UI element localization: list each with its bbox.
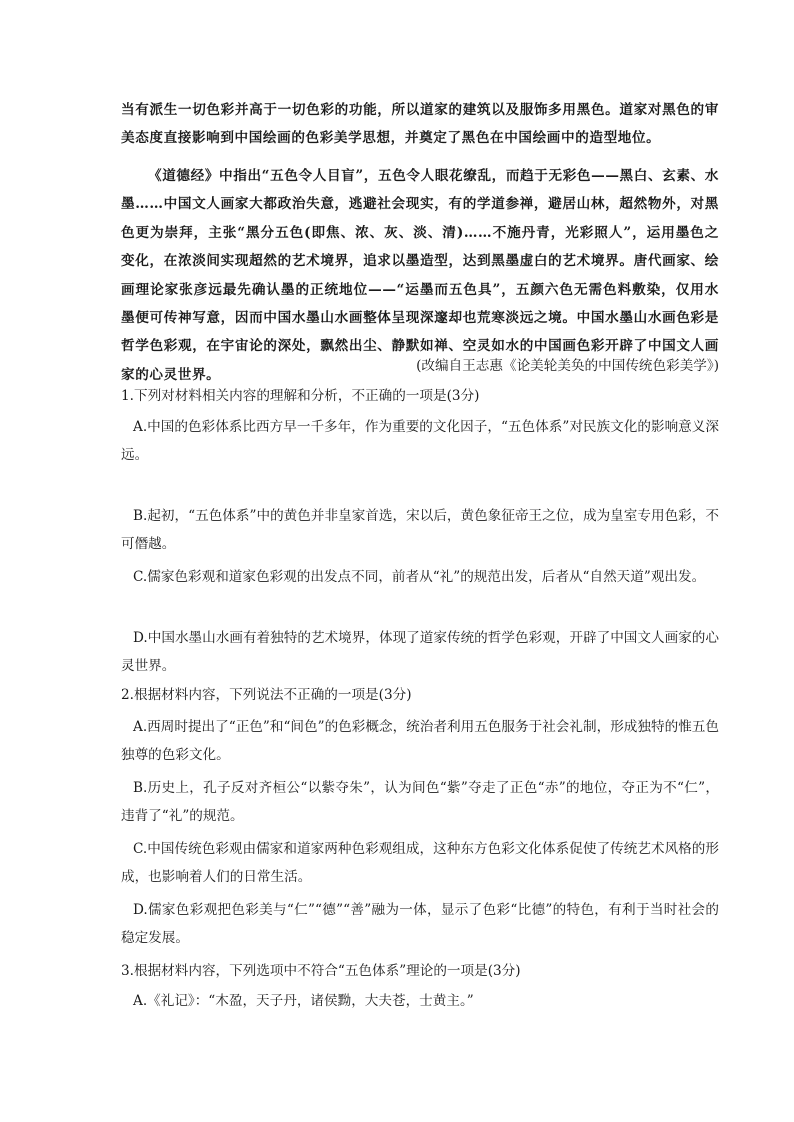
question-3-option-a: A.《礼记》：“木盈，天子丹，诸侯黝，大夫苍，士黄主。” [133, 993, 474, 1009]
question-1-option-d: D.中国水墨山水画有着独特的艺术境界，体现了道家传统的哲学色彩观，开辟了中国文人画家的心灵世界。 [121, 630, 719, 675]
question-1-option-c: C.儒家色彩观和道家色彩观的出发点不同，前者从“礼”的规范出发，后者从“自然天道”观出发。 [133, 569, 706, 585]
question-1-stem: 1.下列对材料相关内容的理解和分析，不正确的一项是(3分) [121, 388, 480, 404]
question-2-option-d: D.儒家色彩观把色彩美与“仁”“德”“善”融为一体，显示了色彩“比德”的特色，有利于当时社会的稳定发展。 [121, 902, 719, 947]
question-3-stem: 3.根据材料内容，下列选项中不符合“五色体系”理论的一项是(3分) [121, 963, 521, 979]
question-1-option-a: A.中国的色彩体系比西方早一千多年，作为重要的文化因子，“五色体系”对民族文化的影响意义深远。 [121, 419, 719, 464]
question-2-option-c: C.中国传统色彩观由儒家和道家两种色彩观组成，这种东方色彩文化体系促使了传统艺术风格的形成，也影响着人们的日常生活。 [121, 841, 719, 886]
question-1-option-b: B.起初，“五色体系”中的黄色并非皇家首选，宋以后，黄色象征帝王之位，成为皇室专用色彩，不可僭越。 [121, 508, 719, 553]
question-2-option-a: A.西周时提出了“正色”和“间色”的色彩概念，统治者利用五色服务于社会礼制，形成独特的惟五色独尊的色彩文化。 [121, 719, 719, 764]
question-2-option-b: B.历史上，孔子反对齐桓公“以紫夺朱”，认为间色“紫”夺走了正色“赤”的地位，夺正为不“仁”，违背了“礼”的规范。 [121, 780, 719, 825]
passage-source: (改编自王志惠《论美轮美奂的中国传统色彩美学》) [416, 358, 719, 374]
question-2-stem: 2.根据材料内容，下列说法不正确的一项是(3分) [121, 687, 412, 703]
passage-paragraph-2: 《道德经》中指出“五色令人目盲”，五色令人眼花缭乱，而趋于无彩色——黑白、玄素、水墨……中国文人画家大都政治失意，逃避社会现实，有的学道参禅，避居山林，超然物外，对黑色更为崇拜，主张“黑分五色(即焦、浓、灰、淡、清)……不施丹青，光彩照人”，运用墨色之变化，在浓淡间实现超然的艺术境界，追求以墨造型，达到黑墨虚白的艺术境界。唐代画家、绘画理论家张彦远最先确认墨的正统地位——“运墨而五色具”，五颜六色无需色料敷染，仅用水墨便可传神写意，因而中国水墨山水画整体呈现深邃却也荒寒淡远之境。中国水墨山水画色彩是哲学色彩观，在宇宙论的深处，飘然出尘、静默如禅、空灵如水的中国画色彩开辟了中国文人画家的心灵世界。 [121, 168, 719, 383]
passage-paragraph-1: 当有派生一切色彩并高于一切色彩的功能，所以道家的建筑以及服饰多用黑色。道家对黑色的审美态度直接影响到中国绘画的色彩美学思想，并奠定了黑色在中国绘画中的造型地位。 [121, 102, 719, 147]
